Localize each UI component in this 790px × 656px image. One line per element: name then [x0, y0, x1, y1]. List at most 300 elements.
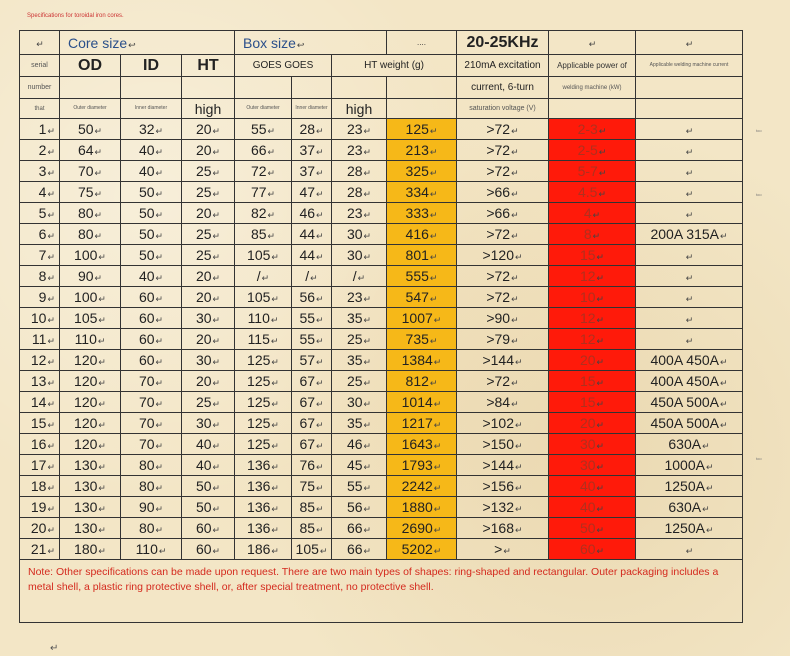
- cell-bod: 125↵: [235, 371, 292, 392]
- cell-value: 50: [579, 520, 596, 536]
- cell-value: 1880: [401, 499, 433, 515]
- cell-v: >144↵: [457, 455, 549, 476]
- cell-value: 72: [250, 163, 267, 179]
- header-blank: [182, 77, 235, 99]
- cell-v: >79↵: [457, 329, 549, 350]
- cell-n: 21↵: [20, 539, 60, 560]
- cell-bod: 85↵: [235, 224, 292, 245]
- cell-value: 70: [138, 373, 155, 389]
- cell-value: >156: [482, 478, 514, 494]
- cell-value: 23: [346, 205, 363, 221]
- cell-bht: 30↵: [332, 245, 387, 266]
- cell-value: 1250A: [664, 478, 705, 494]
- cell-value: /: [256, 268, 261, 284]
- cell-v: >102↵: [457, 413, 549, 434]
- cell-n: 7↵: [20, 245, 60, 266]
- cell-bht: 23↵: [332, 203, 387, 224]
- cell-value: 1000A: [664, 457, 705, 473]
- cell-value: 50: [195, 478, 212, 494]
- cell-value: 186: [247, 541, 271, 557]
- table-row: [20, 287, 743, 308]
- paragraph-mark: ↵: [50, 643, 59, 654]
- cell-value: 20: [195, 289, 212, 305]
- cell-bod: 136↵: [235, 455, 292, 476]
- cell-bod: /↵: [235, 266, 292, 287]
- cell-n: 11↵: [20, 329, 60, 350]
- cell-value: 2-5: [577, 142, 598, 158]
- cell-value: 90: [77, 268, 94, 284]
- cell-id: 80↵: [121, 476, 182, 497]
- cell-bht: 45↵: [332, 455, 387, 476]
- cell-value: 64: [77, 142, 94, 158]
- cell-bid: 67↵: [292, 392, 332, 413]
- cell-p: 12↵: [549, 308, 636, 329]
- cell-value: 7: [38, 247, 47, 263]
- cell-w: 334↵: [387, 182, 457, 203]
- cell-id: 40↵: [121, 266, 182, 287]
- cell-bod: 55↵: [235, 119, 292, 140]
- cell-w: 812↵: [387, 371, 457, 392]
- cell-p: 12↵: [549, 329, 636, 350]
- cell-n: 10↵: [20, 308, 60, 329]
- cell-bht: 23↵: [332, 119, 387, 140]
- header-number: number: [20, 77, 60, 99]
- cell-value: 28: [346, 163, 363, 179]
- cell-ht: 60↵: [182, 518, 235, 539]
- cell-value: >66: [486, 205, 511, 221]
- cell-c: 630A↵: [636, 434, 743, 455]
- cell-n: 13↵: [20, 371, 60, 392]
- cell-value: 333: [405, 205, 429, 221]
- cell-v: >120↵: [457, 245, 549, 266]
- cell-value: 12: [579, 310, 596, 326]
- header-current: Applicable welding machine current: [636, 55, 743, 77]
- cell-id: 60↵: [121, 308, 182, 329]
- cell-value: 57: [299, 352, 316, 368]
- cell-v: >72↵: [457, 224, 549, 245]
- cell-bid: 37↵: [292, 140, 332, 161]
- cell-value: >102: [482, 415, 514, 431]
- cell-value: >72: [486, 373, 511, 389]
- cell-od: 130↵: [60, 518, 121, 539]
- cell-v: >72↵: [457, 371, 549, 392]
- cell-value: 46: [299, 205, 316, 221]
- note-text: Note: Other specifications can be made upon request. There are two main types of shapes: ring-shaped and rectangular. Outer packaging includes a metal shell, a plastic ring protective shell, or, after special treatment, no protective shell.: [20, 560, 743, 623]
- cell-od: 105↵: [60, 308, 121, 329]
- cell-bht: 46↵: [332, 434, 387, 455]
- cell-value: 10: [30, 310, 47, 326]
- cell-bht: /↵: [332, 266, 387, 287]
- cell-value: 130: [74, 520, 98, 536]
- table-row: [20, 203, 743, 224]
- header-blank: [636, 99, 743, 119]
- cell-value: 25: [195, 226, 212, 242]
- cell-value: >72: [486, 163, 511, 179]
- cell-od: 130↵: [60, 455, 121, 476]
- cell-w: 333↵: [387, 203, 457, 224]
- header-core-size: Core size↩: [60, 31, 235, 55]
- cell-value: 66: [250, 142, 267, 158]
- cell-ht: 20↵: [182, 140, 235, 161]
- cell-bid: 37↵: [292, 161, 332, 182]
- cell-w: 1880↵: [387, 497, 457, 518]
- cell-value: 12: [579, 331, 596, 347]
- cell-value: 1: [38, 121, 47, 137]
- cell-value: 67: [299, 394, 316, 410]
- cell-value: 77: [250, 184, 267, 200]
- cell-value: 19: [30, 499, 47, 515]
- cell-w: 125↵: [387, 119, 457, 140]
- table-row: [20, 140, 743, 161]
- cell-bod: 136↵: [235, 476, 292, 497]
- header-blank: [60, 77, 121, 99]
- cell-value: 15: [579, 247, 596, 263]
- cell-value: 180: [74, 541, 98, 557]
- cell-bod: 72↵: [235, 161, 292, 182]
- cell-value: 120: [74, 352, 98, 368]
- cell-value: 70: [138, 436, 155, 452]
- cell-value: 70: [138, 394, 155, 410]
- cell-value: 40: [579, 478, 596, 494]
- cell-value: >: [494, 541, 503, 557]
- cell-w: 1014↵: [387, 392, 457, 413]
- cell-ht: 25↵: [182, 182, 235, 203]
- cell-ht: 20↵: [182, 119, 235, 140]
- cell-w: 416↵: [387, 224, 457, 245]
- cell-od: 110↵: [60, 329, 121, 350]
- cell-value: 70: [77, 163, 94, 179]
- cell-v: >156↵: [457, 476, 549, 497]
- cell-od: 80↵: [60, 224, 121, 245]
- cell-value: 47: [299, 184, 316, 200]
- cell-p: 30↵: [549, 434, 636, 455]
- cell-p: 4.5↵: [549, 182, 636, 203]
- cell-v: >84↵: [457, 392, 549, 413]
- cell-value: 28: [346, 184, 363, 200]
- cell-bod: 186↵: [235, 539, 292, 560]
- cell-value: 125: [247, 352, 271, 368]
- cell-value: 40: [195, 436, 212, 452]
- table-row: [20, 350, 743, 371]
- cell-value: 40: [195, 457, 212, 473]
- cell-n: 14↵: [20, 392, 60, 413]
- table-row: [20, 434, 743, 455]
- cell-value: 735: [405, 331, 429, 347]
- cell-value: 416: [405, 226, 429, 242]
- cell-value: 82: [250, 205, 267, 221]
- table-row: [20, 224, 743, 245]
- cell-od: 120↵: [60, 413, 121, 434]
- cell-value: 110: [74, 331, 97, 347]
- cell-value: 400A 450A: [650, 373, 719, 389]
- cell-n: 2↵: [20, 140, 60, 161]
- cell-ht: 20↵: [182, 287, 235, 308]
- cell-value: 130: [74, 457, 98, 473]
- cell-value: 60: [138, 310, 155, 326]
- cell-v: >72↵: [457, 287, 549, 308]
- cell-value: 12: [579, 268, 596, 284]
- cell-od: 70↵: [60, 161, 121, 182]
- document-title: Specifications for toroidal iron cores.: [27, 13, 124, 19]
- cell-ht: 25↵: [182, 392, 235, 413]
- header-corner: ↵: [20, 31, 60, 55]
- table-row: [20, 119, 743, 140]
- cell-c: 200A 315A↵: [636, 224, 743, 245]
- table-row: [20, 371, 743, 392]
- cell-n: 18↵: [20, 476, 60, 497]
- cell-p: 20↵: [549, 350, 636, 371]
- cell-bht: 66↵: [332, 539, 387, 560]
- header-power-2: welding machine (kW): [549, 77, 636, 99]
- cell-ht: 50↵: [182, 497, 235, 518]
- cell-value: 35: [346, 352, 363, 368]
- cell-od: 180↵: [60, 539, 121, 560]
- cell-bht: 55↵: [332, 476, 387, 497]
- cell-id: 70↵: [121, 434, 182, 455]
- header-outer-diameter: Outer diameter: [60, 99, 121, 119]
- header-box-high: high: [332, 99, 387, 119]
- cell-bod: 125↵: [235, 434, 292, 455]
- cell-v: >72↵: [457, 266, 549, 287]
- cell-bht: 28↵: [332, 161, 387, 182]
- header-row-1: [20, 31, 743, 55]
- cell-value: 30: [195, 415, 212, 431]
- cell-value: 67: [299, 415, 316, 431]
- cell-value: 85: [299, 520, 316, 536]
- cell-value: 56: [346, 499, 363, 515]
- cell-w: 547↵: [387, 287, 457, 308]
- cell-id: 32↵: [121, 119, 182, 140]
- cell-v: >144↵: [457, 350, 549, 371]
- cell-p: 2-5↵: [549, 140, 636, 161]
- cell-n: 8↵: [20, 266, 60, 287]
- cell-bid: /↵: [292, 266, 332, 287]
- cell-value: 213: [405, 142, 429, 158]
- cell-value: 20: [195, 331, 212, 347]
- table-row: [20, 476, 743, 497]
- cell-n: 19↵: [20, 497, 60, 518]
- cell-v: >150↵: [457, 434, 549, 455]
- side-label-1: too: [756, 128, 762, 133]
- cell-n: 16↵: [20, 434, 60, 455]
- cell-value: 60: [138, 352, 155, 368]
- cell-value: 25: [195, 184, 212, 200]
- cell-value: 125: [247, 415, 271, 431]
- cell-value: 20: [579, 352, 596, 368]
- cell-w: 735↵: [387, 329, 457, 350]
- cell-value: 20: [195, 142, 212, 158]
- cell-value: 55: [250, 121, 267, 137]
- cell-id: 60↵: [121, 329, 182, 350]
- cell-n: 6↵: [20, 224, 60, 245]
- cell-bod: 125↵: [235, 350, 292, 371]
- cell-p: 15↵: [549, 245, 636, 266]
- cell-n: 3↵: [20, 161, 60, 182]
- cell-w: 2690↵: [387, 518, 457, 539]
- cell-value: >72: [486, 268, 511, 284]
- cell-c: ↵: [636, 308, 743, 329]
- cell-id: 80↵: [121, 518, 182, 539]
- cell-w: 1007↵: [387, 308, 457, 329]
- cell-c: ↵: [636, 161, 743, 182]
- cell-value: 630A: [668, 436, 702, 452]
- cell-value: 25: [346, 331, 363, 347]
- cell-bht: 56↵: [332, 497, 387, 518]
- cell-value: 1217: [401, 415, 433, 431]
- cell-p: 30↵: [549, 455, 636, 476]
- cell-od: 50↵: [60, 119, 121, 140]
- cell-value: 23: [346, 142, 363, 158]
- cell-value: 23: [346, 121, 363, 137]
- cell-value: >72: [486, 226, 511, 242]
- cell-c: ↵: [636, 203, 743, 224]
- cell-value: 110: [135, 541, 158, 557]
- cell-value: 37: [299, 142, 316, 158]
- cell-bht: 23↵: [332, 140, 387, 161]
- cell-value: >84: [486, 394, 511, 410]
- cell-value: >72: [486, 142, 511, 158]
- header-inner-diameter: Inner diameter: [121, 99, 182, 119]
- cell-value: 20: [195, 373, 212, 389]
- cell-bht: 35↵: [332, 350, 387, 371]
- cell-c: 400A 450A↵: [636, 350, 743, 371]
- cell-value: >168: [482, 520, 514, 536]
- cell-value: >66: [486, 184, 511, 200]
- cell-value: 120: [74, 415, 98, 431]
- cell-n: 12↵: [20, 350, 60, 371]
- cell-value: 80: [77, 205, 94, 221]
- cell-value: 40: [138, 163, 155, 179]
- cell-value: 85: [250, 226, 267, 242]
- cell-p: 10↵: [549, 287, 636, 308]
- cell-value: 15: [579, 394, 596, 410]
- cell-value: 4: [38, 184, 47, 200]
- cell-p: 60↵: [549, 539, 636, 560]
- cell-value: 60: [195, 541, 212, 557]
- cell-value: 50: [138, 184, 155, 200]
- cell-bod: 77↵: [235, 182, 292, 203]
- cell-p: 40↵: [549, 497, 636, 518]
- cell-bid: 105↵: [292, 539, 332, 560]
- cell-ht: 30↵: [182, 413, 235, 434]
- cell-p: 2-3↵: [549, 119, 636, 140]
- cell-bid: 67↵: [292, 371, 332, 392]
- cell-od: 100↵: [60, 245, 121, 266]
- cell-value: >144: [482, 352, 514, 368]
- cell-value: 136: [247, 520, 271, 536]
- table-row: [20, 413, 743, 434]
- cell-value: 55: [346, 478, 363, 494]
- cell-value: 20: [195, 121, 212, 137]
- cell-value: 400A 450A: [650, 352, 719, 368]
- cell-w: 1217↵: [387, 413, 457, 434]
- cell-value: 1384: [401, 352, 433, 368]
- cell-value: 5: [38, 205, 47, 221]
- cell-bht: 28↵: [332, 182, 387, 203]
- cell-value: 35: [346, 310, 363, 326]
- cell-value: 547: [405, 289, 429, 305]
- cell-bod: 105↵: [235, 245, 292, 266]
- cell-value: 13: [30, 373, 47, 389]
- cell-value: 1250A: [664, 520, 705, 536]
- cell-c: ↵: [636, 140, 743, 161]
- cell-v: >72↵: [457, 161, 549, 182]
- spec-table-wrapper: [19, 30, 743, 623]
- cell-value: 60: [138, 289, 155, 305]
- cell-p: 15↵: [549, 371, 636, 392]
- cell-bht: 66↵: [332, 518, 387, 539]
- cell-ht: 20↵: [182, 266, 235, 287]
- cell-bid: 56↵: [292, 287, 332, 308]
- cell-value: 25: [346, 373, 363, 389]
- cell-value: 125: [247, 373, 271, 389]
- cell-value: 75: [77, 184, 94, 200]
- cell-value: 80: [138, 457, 155, 473]
- cell-w: 1384↵: [387, 350, 457, 371]
- cell-value: 1014: [401, 394, 433, 410]
- cell-w: 555↵: [387, 266, 457, 287]
- cell-bht: 35↵: [332, 308, 387, 329]
- cell-od: 130↵: [60, 476, 121, 497]
- table-row: [20, 518, 743, 539]
- cell-od: 90↵: [60, 266, 121, 287]
- cell-ht: 25↵: [182, 161, 235, 182]
- cell-w: 5202↵: [387, 539, 457, 560]
- cell-w: 1643↵: [387, 434, 457, 455]
- table-row: [20, 497, 743, 518]
- cell-id: 50↵: [121, 182, 182, 203]
- cell-v: >66↵: [457, 203, 549, 224]
- cell-bht: 35↵: [332, 413, 387, 434]
- cell-id: 50↵: [121, 203, 182, 224]
- cell-value: 555: [405, 268, 429, 284]
- table-row: [20, 182, 743, 203]
- cell-id: 70↵: [121, 392, 182, 413]
- header-row-4: [20, 99, 743, 119]
- cell-ht: 25↵: [182, 245, 235, 266]
- cell-value: 100: [74, 289, 98, 305]
- cell-v: >72↵: [457, 119, 549, 140]
- cell-bht: 25↵: [332, 371, 387, 392]
- cell-od: 120↵: [60, 392, 121, 413]
- header-blank: [235, 77, 292, 99]
- cell-value: 105: [247, 247, 271, 263]
- cell-id: 70↵: [121, 413, 182, 434]
- header-power: Applicable power of: [549, 55, 636, 77]
- cell-bod: 82↵: [235, 203, 292, 224]
- cell-value: 50: [195, 499, 212, 515]
- cell-value: 76: [299, 457, 316, 473]
- cell-c: 1250A↵: [636, 518, 743, 539]
- cell-value: 23: [346, 289, 363, 305]
- cell-c: 1250A↵: [636, 476, 743, 497]
- cell-n: 17↵: [20, 455, 60, 476]
- cell-bht: 30↵: [332, 392, 387, 413]
- header-blank: [636, 77, 743, 99]
- cell-value: >72: [486, 289, 511, 305]
- header-turns: current, 6-turn: [457, 77, 549, 99]
- cell-value: /: [352, 268, 357, 284]
- cell-value: 60: [579, 541, 596, 557]
- cell-w: 1793↵: [387, 455, 457, 476]
- cell-value: 40: [138, 268, 155, 284]
- cell-value: /: [305, 268, 310, 284]
- table-row: [20, 266, 743, 287]
- cell-c: ↵: [636, 287, 743, 308]
- cell-value: 9: [38, 289, 47, 305]
- cell-p: 8↵: [549, 224, 636, 245]
- cell-bid: 75↵: [292, 476, 332, 497]
